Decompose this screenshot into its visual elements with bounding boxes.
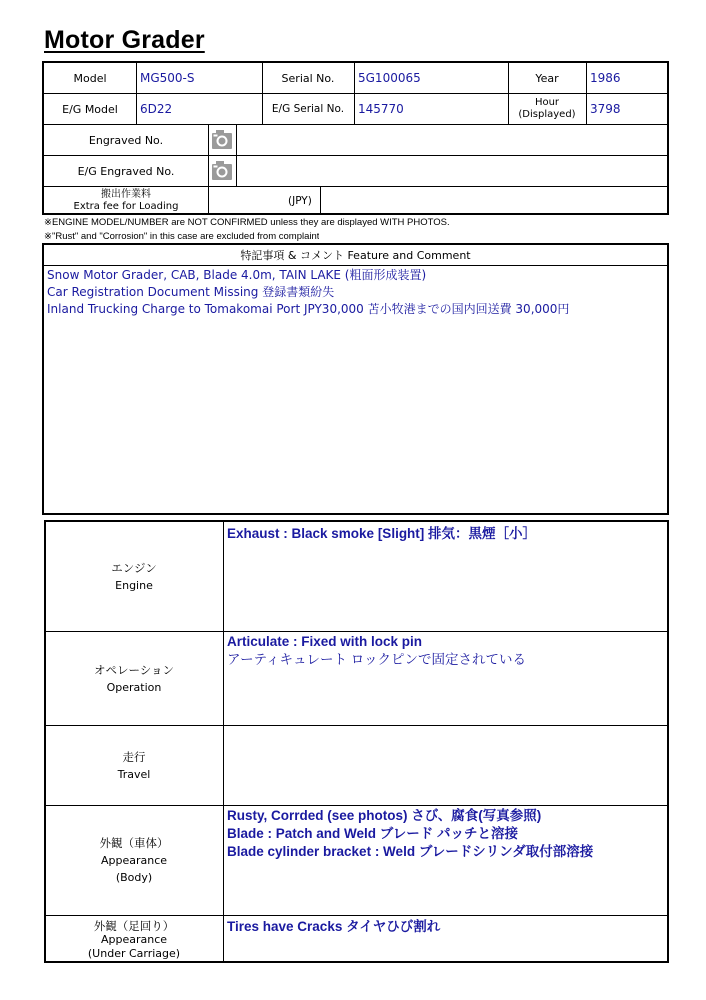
year-value: 1986 [590,71,621,85]
col-divider [223,522,224,961]
col-divider [320,186,321,213]
year-label: Year [535,71,559,85]
hour-value: 3798 [590,102,621,116]
comment-line: Rusty, Corrded (see photos) さび、腐食(写真参照) [227,808,542,823]
col-divider [136,63,137,124]
col-divider [586,63,587,124]
inspection-table [44,520,669,963]
col-divider [208,124,209,213]
spec-table [42,61,669,215]
comment-line: Blade cylinder bracket : Weld ブレードシリンダ取付部溶接 [227,844,594,859]
hour-label-line2: (Displayed) [518,109,576,120]
serial-label: Serial No. [281,71,335,85]
comment-line: Exhaust : Black smoke [Slight] 排気：黒煙［小］ [227,526,537,541]
category-travel [46,726,222,805]
hour-label-line1: Hour [534,97,560,108]
camera-icon[interactable] [210,128,234,152]
category-en: Appearance [100,854,168,867]
loading-fee-label-en: Extra fee for Loading [73,201,179,212]
feature-comment-header: 特記事項 & コメント Feature and Comment [240,249,471,262]
category-jp: 外観（車体） [99,836,169,850]
comments-appearance-body [227,807,593,861]
header-divider [44,265,667,266]
feature-line: Snow Motor Grader, CAB, Blade 4.0m, TAIN LAKE (粗面形成装置) [47,268,427,282]
eg-engraved-label: E/G Engraved No. [77,164,175,178]
feature-line: Inland Trucking Charge to Tomakomai Port JPY30,000 苫小牧港までの国内回送費 30,000円 [47,302,570,316]
row-divider [44,186,667,187]
comment-line: アーティキュレート ロックピンで固定されている [227,652,526,667]
hour-label [508,94,586,124]
category-en-sub: (Body) [115,871,153,884]
category-operation [46,632,222,725]
eg-model-label: E/G Model [62,102,118,116]
note-2: ※"Rust" and "Corrosion" in this case are excluded from complaint [44,231,320,242]
loading-fee-label [44,187,208,215]
eg-serial-label: E/G Serial No. [271,103,345,115]
page-title: Motor Grader [44,26,205,54]
loading-fee-currency: (JPY) [288,195,312,207]
comment-line: Tires have Cracks タイヤひび割れ [227,919,441,934]
col-divider [262,63,263,124]
comments-appearance-undercarriage [227,918,440,936]
note-1: ※ENGINE MODEL/NUMBER are NOT CONFIRMED unless they are displayed WITH PHOTOS. [44,217,450,228]
category-engine [46,522,222,631]
category-jp: 外観（足回り） [93,918,175,933]
category-appearance-body [46,806,222,915]
eg-serial-value: 145770 [358,102,404,116]
category-en: Operation [106,680,162,694]
feature-comment-box [42,243,669,515]
comments-operation [227,633,526,669]
row-divider [44,124,667,125]
camera-icon[interactable] [210,159,234,183]
col-divider [236,124,237,186]
category-en: Appearance [100,932,168,946]
comments-engine [227,525,536,543]
serial-value: 5G100065 [358,71,421,85]
category-jp: 走行 [122,749,146,764]
category-en-sub: (Under Carriage) [87,946,181,960]
category-en: Travel [117,767,151,781]
model-label: Model [73,71,107,85]
camera-icon-graphic [210,128,234,152]
category-jp: エンジン [111,560,157,575]
category-jp: オペレーション [93,662,175,677]
feature-line: Car Registration Document Missing 登録書類紛失 [47,285,335,299]
col-divider [508,63,509,124]
eg-model-value: 6D22 [140,102,173,116]
loading-fee-label-jp: 搬出作業料 [101,189,151,200]
engraved-label: Engraved No. [88,133,164,147]
category-appearance-undercarriage [46,916,222,963]
feature-comment-body [47,267,569,318]
col-divider [354,63,355,124]
camera-icon-graphic [210,159,234,183]
category-en: Engine [115,578,153,592]
row-divider [44,155,667,156]
model-value: MG500-S [140,71,195,85]
row-divider [44,93,667,94]
comment-line: Articulate : Fixed with lock pin [227,634,423,649]
comment-line: Blade : Patch and Weld ブレード パッチと溶接 [227,826,518,841]
